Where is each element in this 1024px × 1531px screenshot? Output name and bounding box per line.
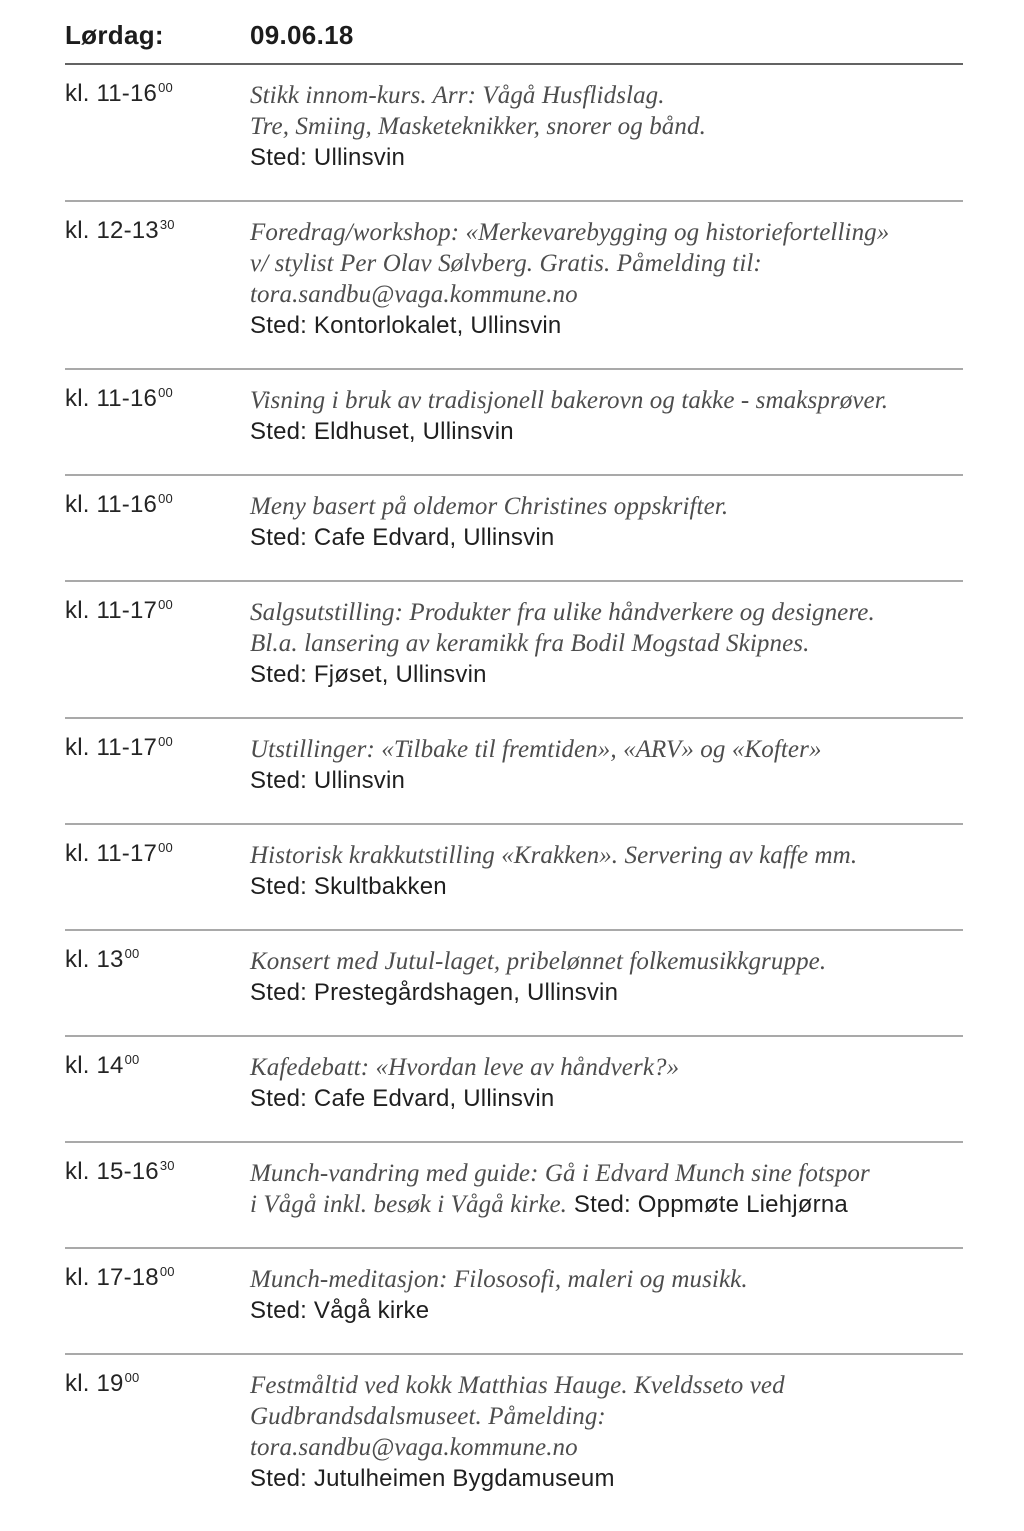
- event-content: [250, 582, 963, 717]
- event-time-superscript: 30: [159, 217, 175, 232]
- event-time: [65, 1037, 250, 1141]
- event-content: [250, 1143, 963, 1247]
- event-time-text: kl. 11-16: [65, 491, 158, 518]
- event-location: Sted: Kontorlokalet, Ullinsvin: [250, 312, 562, 339]
- event-row: [65, 1141, 963, 1247]
- event-time-text: kl. 15-16: [65, 1158, 159, 1185]
- event-location: Sted: Ullinsvin: [250, 144, 406, 171]
- event-location: Sted: Eldhuset, Ullinsvin: [250, 418, 514, 445]
- event-time-superscript: 00: [124, 1370, 140, 1385]
- event-time-superscript: 00: [158, 734, 173, 749]
- event-description-line: tora.sandbu@vaga.kommune.no: [250, 281, 578, 308]
- event-row: [65, 717, 963, 823]
- program-header: [65, 12, 963, 65]
- event-time-text: kl. 11-16: [65, 385, 158, 412]
- event-description-line: Visning i bruk av tradisjonell bakerovn og takke - smaksprøver.: [250, 387, 889, 414]
- event-location: Sted: Fjøset, Ullinsvin: [250, 661, 487, 688]
- event-time: [65, 370, 250, 474]
- event-time: [65, 719, 250, 823]
- event-content: [250, 370, 963, 474]
- event-description-line: Munch-vandring med guide: Gå i Edvard Munch sine fotspor: [250, 1160, 870, 1187]
- event-location: Sted: Cafe Edvard, Ullinsvin: [250, 1085, 555, 1112]
- day-label: Lørdag:: [65, 20, 164, 50]
- event-row: [65, 65, 963, 200]
- event-description-line: v/ stylist Per Olav Sølvberg. Gratis. Påmelding til:: [250, 250, 762, 277]
- event-location: Sted: Oppmøte Liehjørna: [567, 1191, 848, 1218]
- event-description-line: Historisk krakkutstilling «Krakken». Servering av kaffe mm.: [250, 842, 858, 869]
- event-location: Sted: Jutulheimen Bygdamuseum: [250, 1465, 615, 1492]
- event-time: [65, 1143, 250, 1247]
- event-description-line: Foredrag/workshop: «Merkevarebygging og historiefortelling»: [250, 219, 890, 246]
- event-location: Sted: Cafe Edvard, Ullinsvin: [250, 524, 555, 551]
- event-description-line: tora.sandbu@vaga.kommune.no: [250, 1434, 578, 1461]
- event-content: [250, 1249, 963, 1353]
- event-time-superscript: 00: [124, 1052, 140, 1067]
- event-time: [65, 931, 250, 1035]
- event-time: [65, 476, 250, 580]
- event-description-line: Gudbrandsdalsmuseet. Påmelding:: [250, 1403, 606, 1430]
- event-time-text: kl. 13: [65, 946, 124, 973]
- event-time-superscript: 30: [159, 1158, 175, 1173]
- event-location: Sted: Ullinsvin: [250, 767, 406, 794]
- event-content: [250, 1037, 963, 1141]
- event-description-line: Festmåltid ved kokk Matthias Hauge. Kveldsseto ved: [250, 1372, 785, 1399]
- event-time-superscript: 00: [158, 491, 173, 506]
- event-description-line: Kafedebatt: «Hvordan leve av håndverk?»: [250, 1054, 680, 1081]
- event-time: [65, 1249, 250, 1353]
- event-description-line: Salgsutstilling: Produkter fra ulike håndverkere og designere.: [250, 599, 875, 626]
- event-content: [250, 1355, 963, 1521]
- event-content: [250, 931, 963, 1035]
- event-description-line: i Vågå inkl. besøk i Vågå kirke. Sted: Oppmøte Liehjørna: [250, 1191, 848, 1218]
- event-description-line: Munch-meditasjon: Filososofi, maleri og musikk.: [250, 1266, 748, 1293]
- event-description-line: Tre, Smiing, Masketeknikker, snorer og bånd.: [250, 113, 706, 140]
- event-time-text: kl. 17-18: [65, 1264, 159, 1291]
- event-time-text: kl. 11-16: [65, 80, 158, 107]
- event-time-text: kl. 12-13: [65, 217, 159, 244]
- event-row: [65, 823, 963, 929]
- event-content: [250, 65, 963, 200]
- event-time: [65, 65, 250, 200]
- event-row: [65, 1035, 963, 1141]
- event-description-line: Bl.a. lansering av keramikk fra Bodil Mogstad Skipnes.: [250, 630, 810, 657]
- event-location: Sted: Skultbakken: [250, 873, 447, 900]
- event-location: Sted: Prestegårdshagen, Ullinsvin: [250, 979, 619, 1006]
- event-description-line: Meny basert på oldemor Christines oppskrifter.: [250, 493, 729, 520]
- event-row: [65, 474, 963, 580]
- event-time: [65, 202, 250, 368]
- event-time-superscript: 00: [159, 1264, 175, 1279]
- event-time-text: kl. 11-17: [65, 734, 158, 761]
- event-row: [65, 1247, 963, 1353]
- event-location: Sted: Vågå kirke: [250, 1297, 430, 1324]
- event-row: [65, 368, 963, 474]
- event-time-text: kl. 11-17: [65, 597, 158, 624]
- event-content: [250, 476, 963, 580]
- event-row: [65, 1353, 963, 1521]
- event-row: [65, 929, 963, 1035]
- event-time-text: kl. 14: [65, 1052, 124, 1079]
- event-time: [65, 582, 250, 717]
- event-time-superscript: 00: [158, 385, 173, 400]
- event-time-superscript: 00: [158, 80, 173, 95]
- event-description-line: Utstillinger: «Tilbake til fremtiden», «ARV» og «Kofter»: [250, 736, 822, 763]
- date-label: 09.06.18: [250, 20, 354, 50]
- event-time: [65, 825, 250, 929]
- event-time-superscript: 00: [124, 946, 140, 961]
- event-time-text: kl. 19: [65, 1370, 124, 1397]
- event-content: [250, 202, 963, 368]
- event-row: [65, 200, 963, 368]
- event-time-superscript: 00: [158, 597, 173, 612]
- event-description-line: Stikk innom-kurs. Arr: Vågå Husflidslag.: [250, 82, 665, 109]
- event-time: [65, 1355, 250, 1521]
- event-time-superscript: 00: [158, 840, 173, 855]
- event-description-line: Konsert med Jutul-laget, pribelønnet folkemusikkgruppe.: [250, 948, 827, 975]
- events-list: [65, 65, 963, 1521]
- event-content: [250, 719, 963, 823]
- event-content: [250, 825, 963, 929]
- event-row: [65, 580, 963, 717]
- event-time-text: kl. 11-17: [65, 840, 158, 867]
